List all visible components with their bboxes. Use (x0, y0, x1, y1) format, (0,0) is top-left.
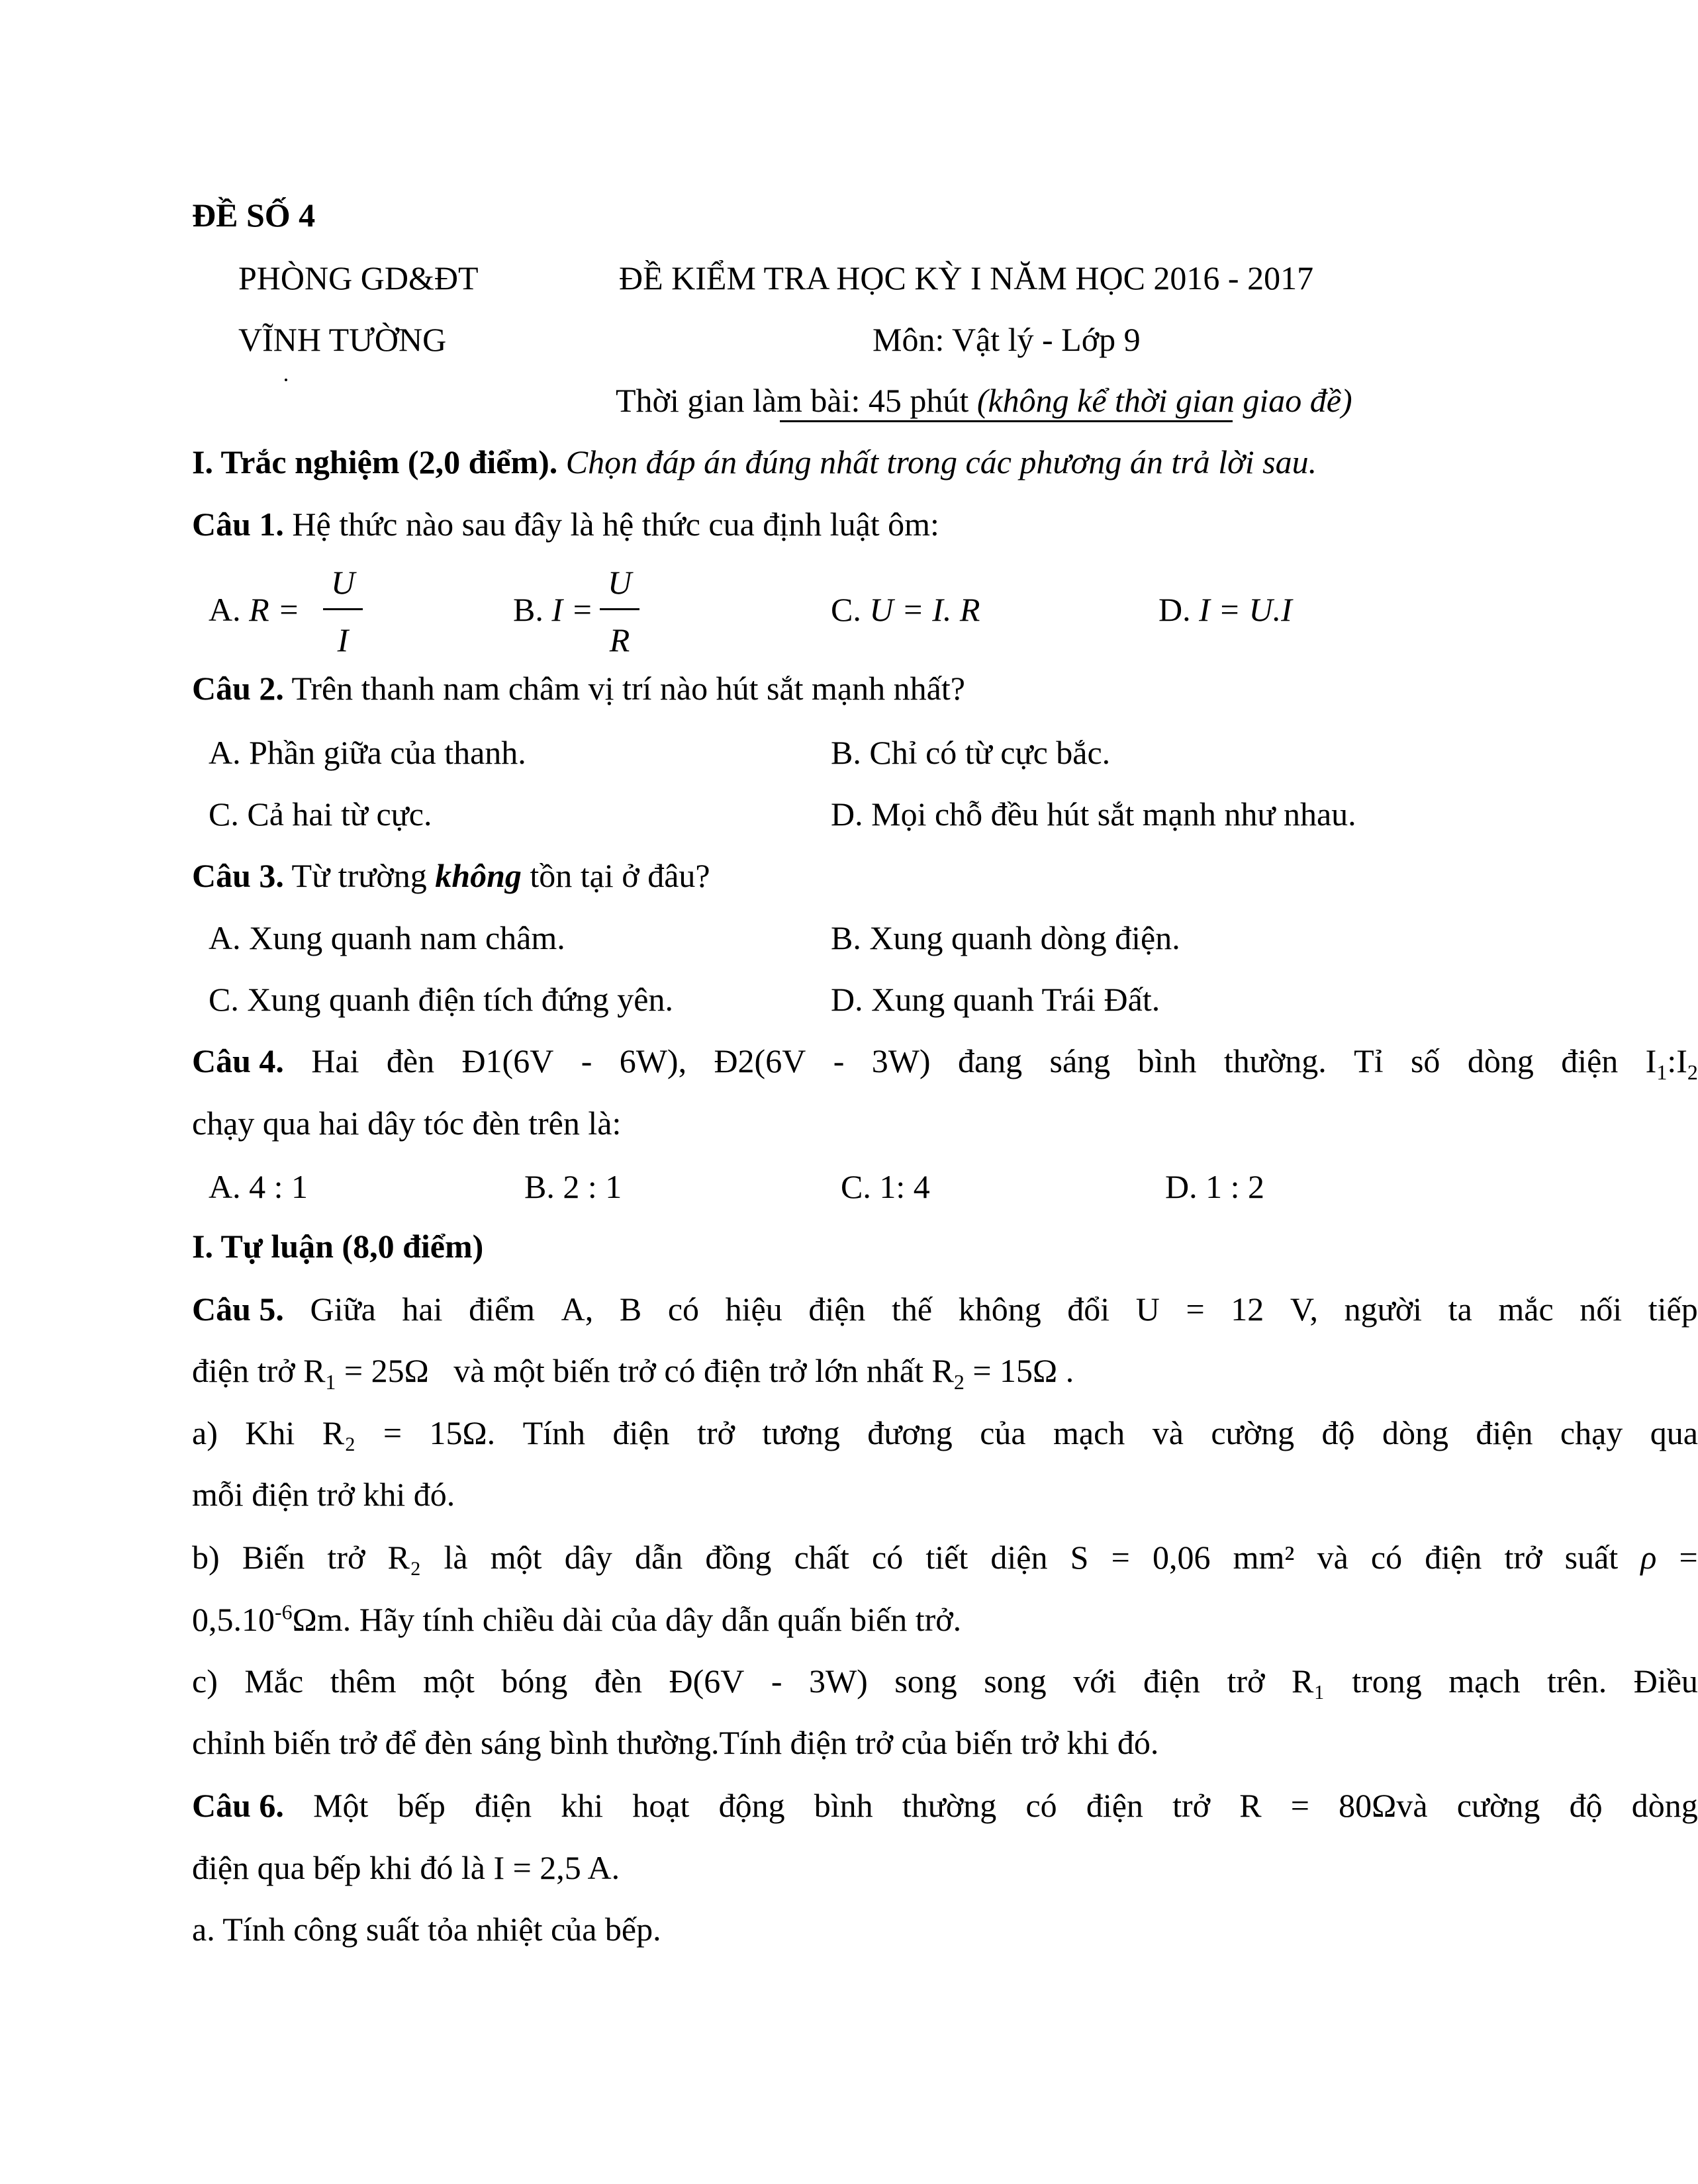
question-4-label: Câu 4. (192, 1042, 284, 1079)
q1-option-b (513, 593, 593, 626)
word: 3W) (871, 1042, 931, 1079)
q5-part-c-line-2: chỉnh biến trở để đèn sáng bình thường.Tính điện trở của biến trở khi đó. (192, 1724, 1159, 1761)
word: song (894, 1662, 957, 1700)
word: dẫn (635, 1539, 683, 1576)
word: hoạt (632, 1787, 690, 1824)
word: Đ1(6V (461, 1042, 554, 1079)
word: khi (561, 1787, 604, 1824)
q4-option-b: B. 2 : 1 (524, 1168, 622, 1205)
question-3-emphasis: không (435, 857, 522, 894)
q1-option-d (1158, 593, 1292, 626)
word: V, (1290, 1291, 1319, 1328)
question-1 (192, 508, 939, 541)
question-6-line-2: điện qua bếp khi đó là I = 2,5 A. (192, 1849, 620, 1886)
q1-option-b-denominator: R (609, 621, 630, 659)
word: chạy (1560, 1414, 1623, 1451)
word: người (1344, 1291, 1423, 1328)
word: R (1239, 1787, 1262, 1824)
exam-time (616, 384, 1352, 417)
q1-option-b-numerator: U (607, 564, 632, 601)
question-4-line-1 (192, 1042, 1698, 1084)
ratio-sub1: 1 (1656, 1060, 1668, 1084)
word: dòng (1631, 1787, 1698, 1824)
part1-title: I. Trắc nghiệm (2,0 điểm). (192, 443, 558, 480)
question-5-line-2 (192, 1352, 1074, 1394)
exam-subject: Môn: Vật lý - Lớp 9 (873, 321, 1141, 358)
word: Hai (311, 1042, 359, 1079)
word: 0,06 (1152, 1539, 1211, 1576)
question-5-line-1 (192, 1293, 1698, 1326)
word: thường. (1223, 1042, 1327, 1079)
word: Một (313, 1787, 369, 1824)
word: Biến (242, 1539, 305, 1576)
word: chất (794, 1539, 849, 1576)
word: đổi (1067, 1291, 1110, 1328)
word: không (958, 1291, 1041, 1328)
word: một (490, 1539, 542, 1576)
word: độ (1569, 1787, 1603, 1824)
q5-b-line2-a: 0,5.10 (192, 1601, 275, 1638)
word: song (984, 1662, 1047, 1700)
word: đèn (386, 1042, 435, 1079)
word: trở (1172, 1787, 1211, 1824)
word: c) (192, 1662, 218, 1700)
word: mắc (1498, 1291, 1554, 1328)
ratio-colon: :I (1667, 1042, 1687, 1079)
q3-option-a: A. Xung quanh nam châm. (209, 919, 565, 956)
word: đèn (594, 1662, 643, 1700)
word: Điều (1633, 1662, 1698, 1700)
word: - (833, 1042, 845, 1079)
q4-option-c: C. 1: 4 (841, 1168, 930, 1205)
question-4-line-2: chạy qua hai dây tóc đèn trên là: (192, 1105, 622, 1142)
word: cường (1456, 1787, 1540, 1824)
word: qua (1650, 1414, 1698, 1451)
current-ratio (1645, 1042, 1698, 1084)
word: Đ(6V (669, 1662, 745, 1700)
word: trong (1352, 1662, 1422, 1700)
word: có (1025, 1787, 1057, 1824)
q1-option-a-lhs: R = (249, 591, 300, 628)
word: là (444, 1539, 468, 1576)
part1-heading (192, 445, 1317, 478)
word: - (771, 1662, 782, 1700)
word: độ (1321, 1414, 1355, 1451)
q5-part-b-line-2 (192, 1600, 962, 1638)
q5-part-a-line-2: mỗi điện trở khi đó. (192, 1476, 455, 1513)
word: hiệu (725, 1291, 782, 1328)
word: sáng (1049, 1042, 1111, 1079)
word: điện (1143, 1662, 1201, 1700)
word: đồng (705, 1539, 772, 1576)
question-2-label: Câu 2. (192, 670, 284, 707)
stray-dot (285, 379, 287, 381)
word: trở (696, 1414, 735, 1451)
word: tiết (925, 1539, 968, 1576)
word: mạch (1053, 1414, 1125, 1451)
word: 80Ωvà (1339, 1787, 1428, 1824)
question-2 (192, 672, 965, 705)
q4-option-d: D. 1 : 2 (1165, 1168, 1264, 1205)
word: trở (1504, 1539, 1542, 1576)
word: bình (1137, 1042, 1197, 1079)
q1-option-b-lhs: I = (551, 591, 594, 628)
word: R₂ (387, 1539, 422, 1576)
word: suất (1564, 1539, 1619, 1576)
q1-option-b-fraction (600, 566, 639, 657)
part2-title: I. Tự luận (8,0 điểm) (192, 1228, 484, 1265)
q1-option-a-numerator: U (330, 564, 355, 601)
word: bếp (397, 1787, 446, 1824)
q3-option-d: D. Xung quanh Trái Đất. (831, 981, 1160, 1018)
department-line-2: VĨNH TƯỜNG (238, 321, 447, 358)
word: mm² (1233, 1539, 1295, 1576)
word: 3W) (808, 1662, 868, 1700)
fraction-bar (323, 608, 363, 610)
word: điện (475, 1787, 532, 1824)
q4-option-a: A. 4 : 1 (209, 1168, 308, 1205)
q1-option-d-expr: I = U.I (1199, 591, 1292, 628)
q5-part-c-line-1 (192, 1664, 1698, 1698)
word: ta (1448, 1291, 1472, 1328)
ratio-i1: I (1645, 1042, 1657, 1079)
word: = (1679, 1539, 1698, 1576)
word: tiếp (1648, 1291, 1698, 1328)
word: U (1135, 1291, 1160, 1328)
word: hai (402, 1291, 443, 1328)
rho-symbol: ρ (1640, 1539, 1657, 1576)
word: diện (990, 1539, 1048, 1576)
q5-line2-c: = 15Ω . (964, 1352, 1074, 1389)
fraction-bar (600, 608, 639, 610)
q5-b-line2-exp: -6 (275, 1600, 293, 1624)
word: có (872, 1539, 904, 1576)
word: của (980, 1414, 1026, 1451)
word: Tỉ (1354, 1042, 1384, 1079)
word: mạch (1448, 1662, 1521, 1700)
word: động (718, 1787, 785, 1824)
word: 12 (1231, 1291, 1264, 1328)
word: cường (1211, 1414, 1295, 1451)
exam-title: ĐỀ KIỂM TRA HỌC KỲ I NĂM HỌC 2016 - 2017 (619, 259, 1314, 296)
word: = (1186, 1291, 1205, 1328)
word: S (1070, 1539, 1089, 1576)
word: Đ2(6V (714, 1042, 806, 1079)
word: trở (1227, 1662, 1265, 1700)
word: B (619, 1291, 642, 1328)
word: = (383, 1414, 402, 1451)
word: 6W), (619, 1042, 687, 1079)
q1-option-a (209, 593, 300, 626)
word: A, (561, 1291, 594, 1328)
word: với (1073, 1662, 1117, 1700)
word: thường (902, 1787, 997, 1824)
word: trở (327, 1539, 365, 1576)
word: dòng (1382, 1414, 1448, 1451)
word: R₁ (1291, 1662, 1325, 1700)
question-1-label: Câu 1. (192, 506, 284, 543)
question-3 (192, 859, 710, 892)
exam-number: ĐỀ SỐ 4 (192, 197, 316, 234)
word: bóng (501, 1662, 568, 1700)
word: và (1317, 1539, 1348, 1576)
word: điểm (469, 1291, 536, 1328)
question-5-label: Câu 5. (192, 1291, 284, 1328)
word: Mắc (244, 1662, 304, 1700)
q1-option-c-prefix: C. (831, 591, 861, 628)
word: có (667, 1291, 700, 1328)
question-3-text-after: tồn tại ở đâu? (530, 857, 710, 894)
word: nối (1580, 1291, 1623, 1328)
question-3-text-before: Từ trường (291, 857, 427, 894)
word: Khi (245, 1414, 295, 1451)
word: = (1111, 1539, 1130, 1576)
ratio-sub2: 2 (1687, 1060, 1698, 1084)
q1-option-a-denominator: I (337, 621, 349, 659)
word: điện (1086, 1787, 1143, 1824)
exam-time-main: Thời gian làm bài: 45 phút (616, 382, 969, 419)
word: điện (808, 1291, 866, 1328)
department-line-1: PHÒNG GD&ĐT (238, 259, 479, 296)
q2-option-c: C. Cả hai từ cực. (209, 796, 432, 833)
q1-option-b-prefix: B. (513, 591, 543, 628)
word: tương (762, 1414, 840, 1451)
question-2-text: Trên thanh nam châm vị trí nào hút sắt mạnh nhất? (291, 670, 965, 707)
word: 15Ω. (429, 1414, 496, 1451)
q5-part-b-line-1 (192, 1541, 1698, 1574)
word: b) (192, 1539, 220, 1576)
q5-line2-sub1: 1 (325, 1370, 336, 1394)
word: a) (192, 1414, 218, 1451)
word: - (581, 1042, 592, 1079)
q5-line2-sub2: 2 (953, 1370, 965, 1394)
q5-part-a-line-1 (192, 1416, 1698, 1449)
word: dòng (1467, 1042, 1534, 1079)
word: R₂ (322, 1414, 356, 1451)
exam-time-note: (không kể thời gian giao đề) (976, 382, 1352, 419)
q5-b-line2-b: Ωm. Hãy tính chiều dài của dây dẫn quấn biến trở. (292, 1601, 962, 1638)
question-6-label: Câu 6. (192, 1787, 284, 1824)
word: dây (564, 1539, 612, 1576)
word: và (1152, 1414, 1184, 1451)
q1-option-c (831, 593, 980, 626)
time-underline (780, 420, 1233, 422)
word: bình (814, 1787, 873, 1824)
word: một (423, 1662, 475, 1700)
q2-option-b: B. Chỉ có từ cực bắc. (831, 734, 1111, 771)
question-6-line-1 (192, 1789, 1698, 1822)
word: điện (1561, 1042, 1619, 1079)
q5-line2-a: điện trở R (192, 1352, 326, 1389)
word: điện (1425, 1539, 1482, 1576)
part1-instruction: Chọn đáp án đúng nhất trong các phương án trả lời sau. (565, 443, 1317, 480)
word: Giữa (310, 1291, 376, 1328)
q5-line2-b: = 25Ω và một biến trở có điện trở lớn nhất R (336, 1352, 954, 1389)
word: trên. (1546, 1662, 1607, 1700)
q3-option-b: B. Xung quanh dòng điện. (831, 919, 1180, 956)
word: điện (612, 1414, 670, 1451)
question-3-label: Câu 3. (192, 857, 284, 894)
q6-part-a: a. Tính công suất tỏa nhiệt của bếp. (192, 1911, 661, 1948)
q1-option-a-prefix: A. (209, 591, 241, 628)
question-1-text: Hệ thức nào sau đây là hệ thức cua định luật ôm: (292, 506, 939, 543)
word: = (1290, 1787, 1309, 1824)
q1-option-d-prefix: D. (1158, 591, 1191, 628)
q3-option-c: C. Xung quanh điện tích đứng yên. (209, 981, 674, 1018)
word: có (1370, 1539, 1403, 1576)
word: đang (957, 1042, 1023, 1079)
word: điện (1476, 1414, 1533, 1451)
word: thế (892, 1291, 933, 1328)
q1-option-c-expr: U = I. R (869, 591, 980, 628)
q2-option-a: A. Phần giữa của thanh. (209, 734, 526, 771)
word: đương (867, 1414, 953, 1451)
word: số (1410, 1042, 1440, 1079)
q1-option-a-fraction (323, 566, 363, 657)
q2-option-d: D. Mọi chỗ đều hút sắt mạnh như nhau. (831, 796, 1356, 833)
word: Tính (522, 1414, 586, 1451)
word: thêm (330, 1662, 397, 1700)
